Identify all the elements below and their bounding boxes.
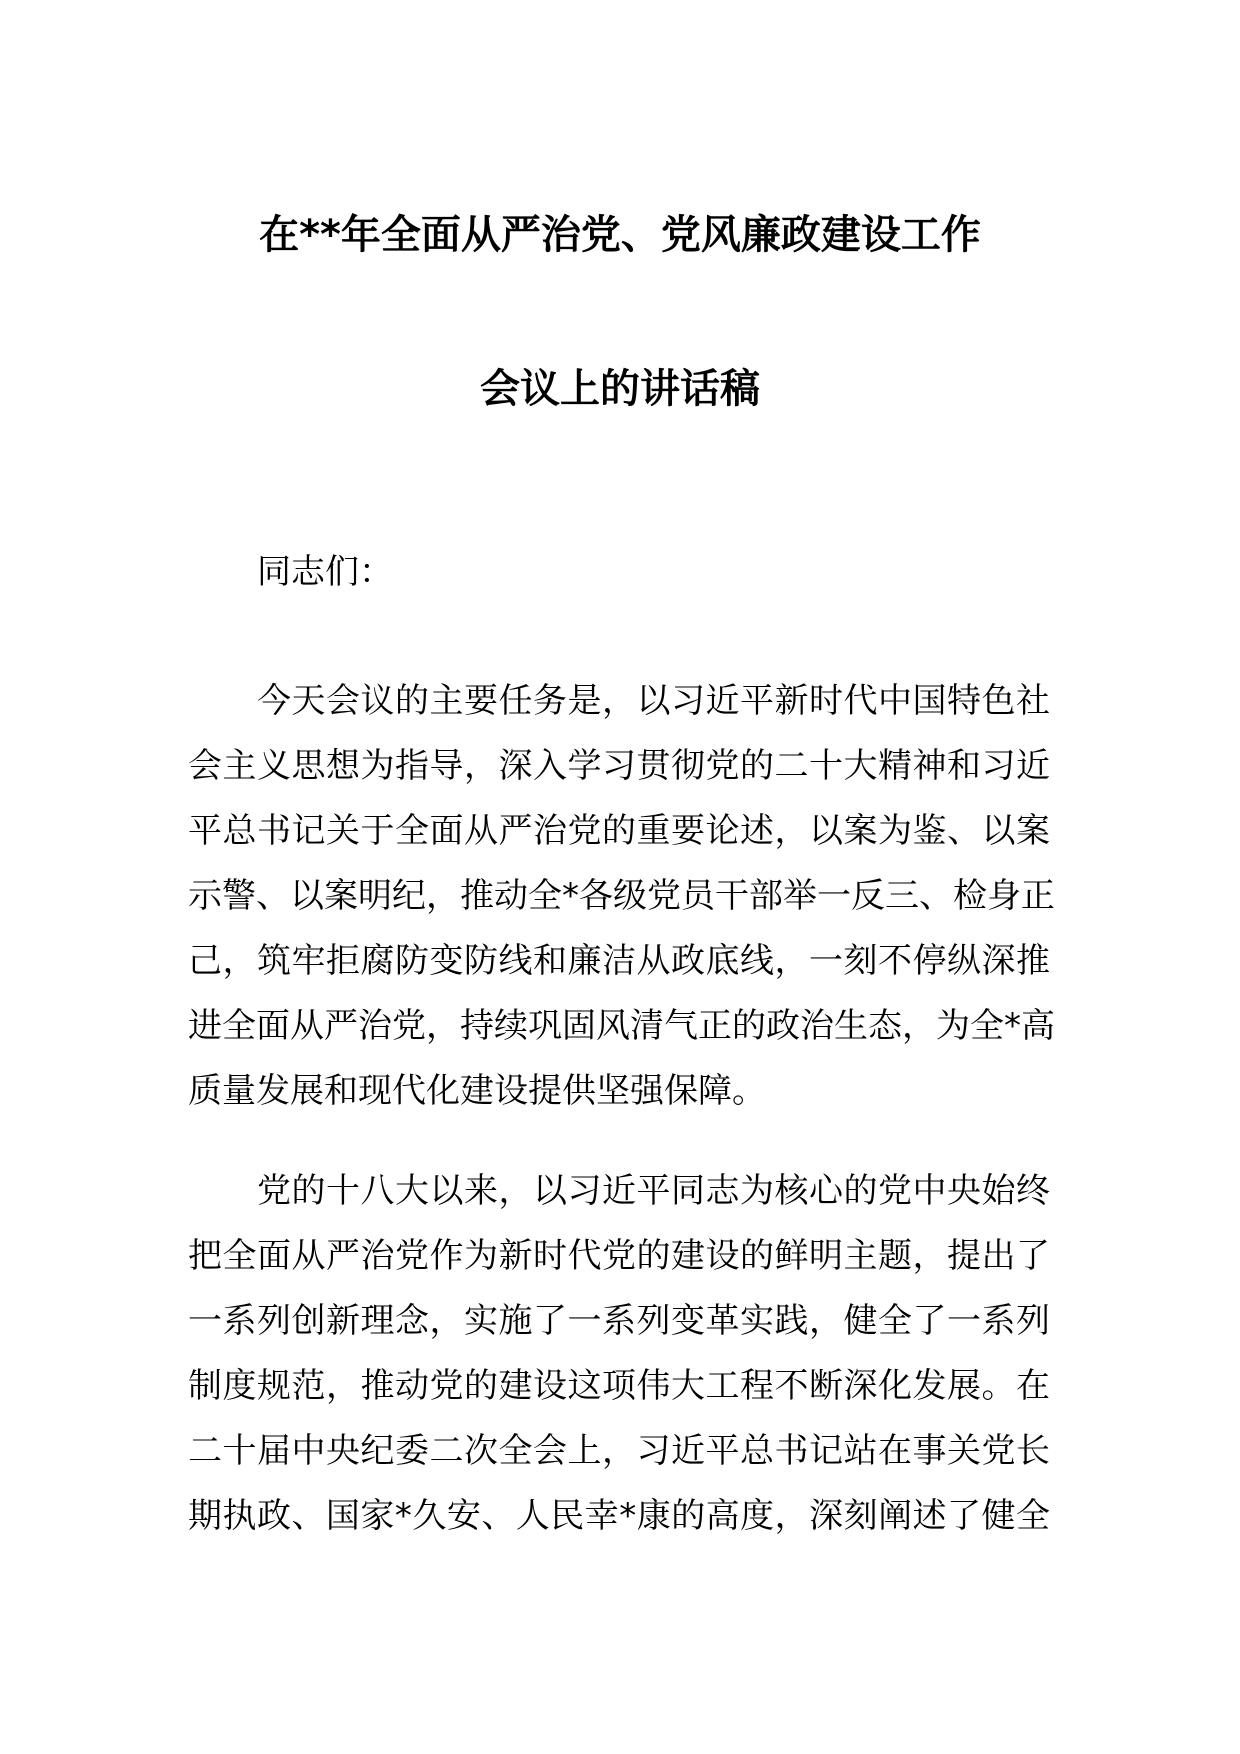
paragraph-line: 期执政、国家*久安、人民幸*康的高度，深刻阐述了健全 [188, 1496, 1050, 1536]
paragraph-2 [188, 1171, 1050, 1561]
paragraph-line: 质量发展和现代化建设提供坚强保障。 [188, 1071, 766, 1111]
paragraph-line: 一系列创新理念，实施了一系列变革实践，健全了一系列 [188, 1301, 1050, 1341]
paragraph-line: 把全面从严治党作为新时代党的建设的鲜明主题，提出了 [188, 1236, 1050, 1276]
paragraph-line: 会主义思想为指导，深入学习贯彻党的二十大精神和习近 [188, 746, 1050, 786]
paragraph-line: 己，筑牢拒腐防变防线和廉洁从政底线，一刻不停纵深推 [188, 941, 1050, 981]
paragraph-line: 今天会议的主要任务是，以习近平新时代中国特色社 [257, 681, 1050, 721]
paragraph-line: 二十届中央纪委二次全会上，习近平总书记站在事关党长 [188, 1431, 1050, 1471]
paragraph-line: 党的十八大以来，以习近平同志为核心的党中央始终 [257, 1171, 1050, 1211]
document-title-line-2: 会议上的讲话稿 [480, 366, 760, 412]
salutation: 同志们： [257, 552, 393, 592]
paragraph-line: 进全面从严治党，持续巩固风清气正的政治生态，为全*高 [188, 1006, 1055, 1046]
paragraph-line: 示警、以案明纪，推动全*各级党员干部举一反三、检身正 [188, 876, 1055, 916]
document-title-line-1: 在**年全面从严治党、党风廉政建设工作 [259, 212, 981, 258]
paragraph-1 [188, 681, 1055, 1136]
paragraph-line: 制度规范，推动党的建设这项伟大工程不断深化发展。在 [188, 1366, 1050, 1406]
paragraph-line: 平总书记关于全面从严治党的重要论述，以案为鉴、以案 [188, 811, 1050, 851]
